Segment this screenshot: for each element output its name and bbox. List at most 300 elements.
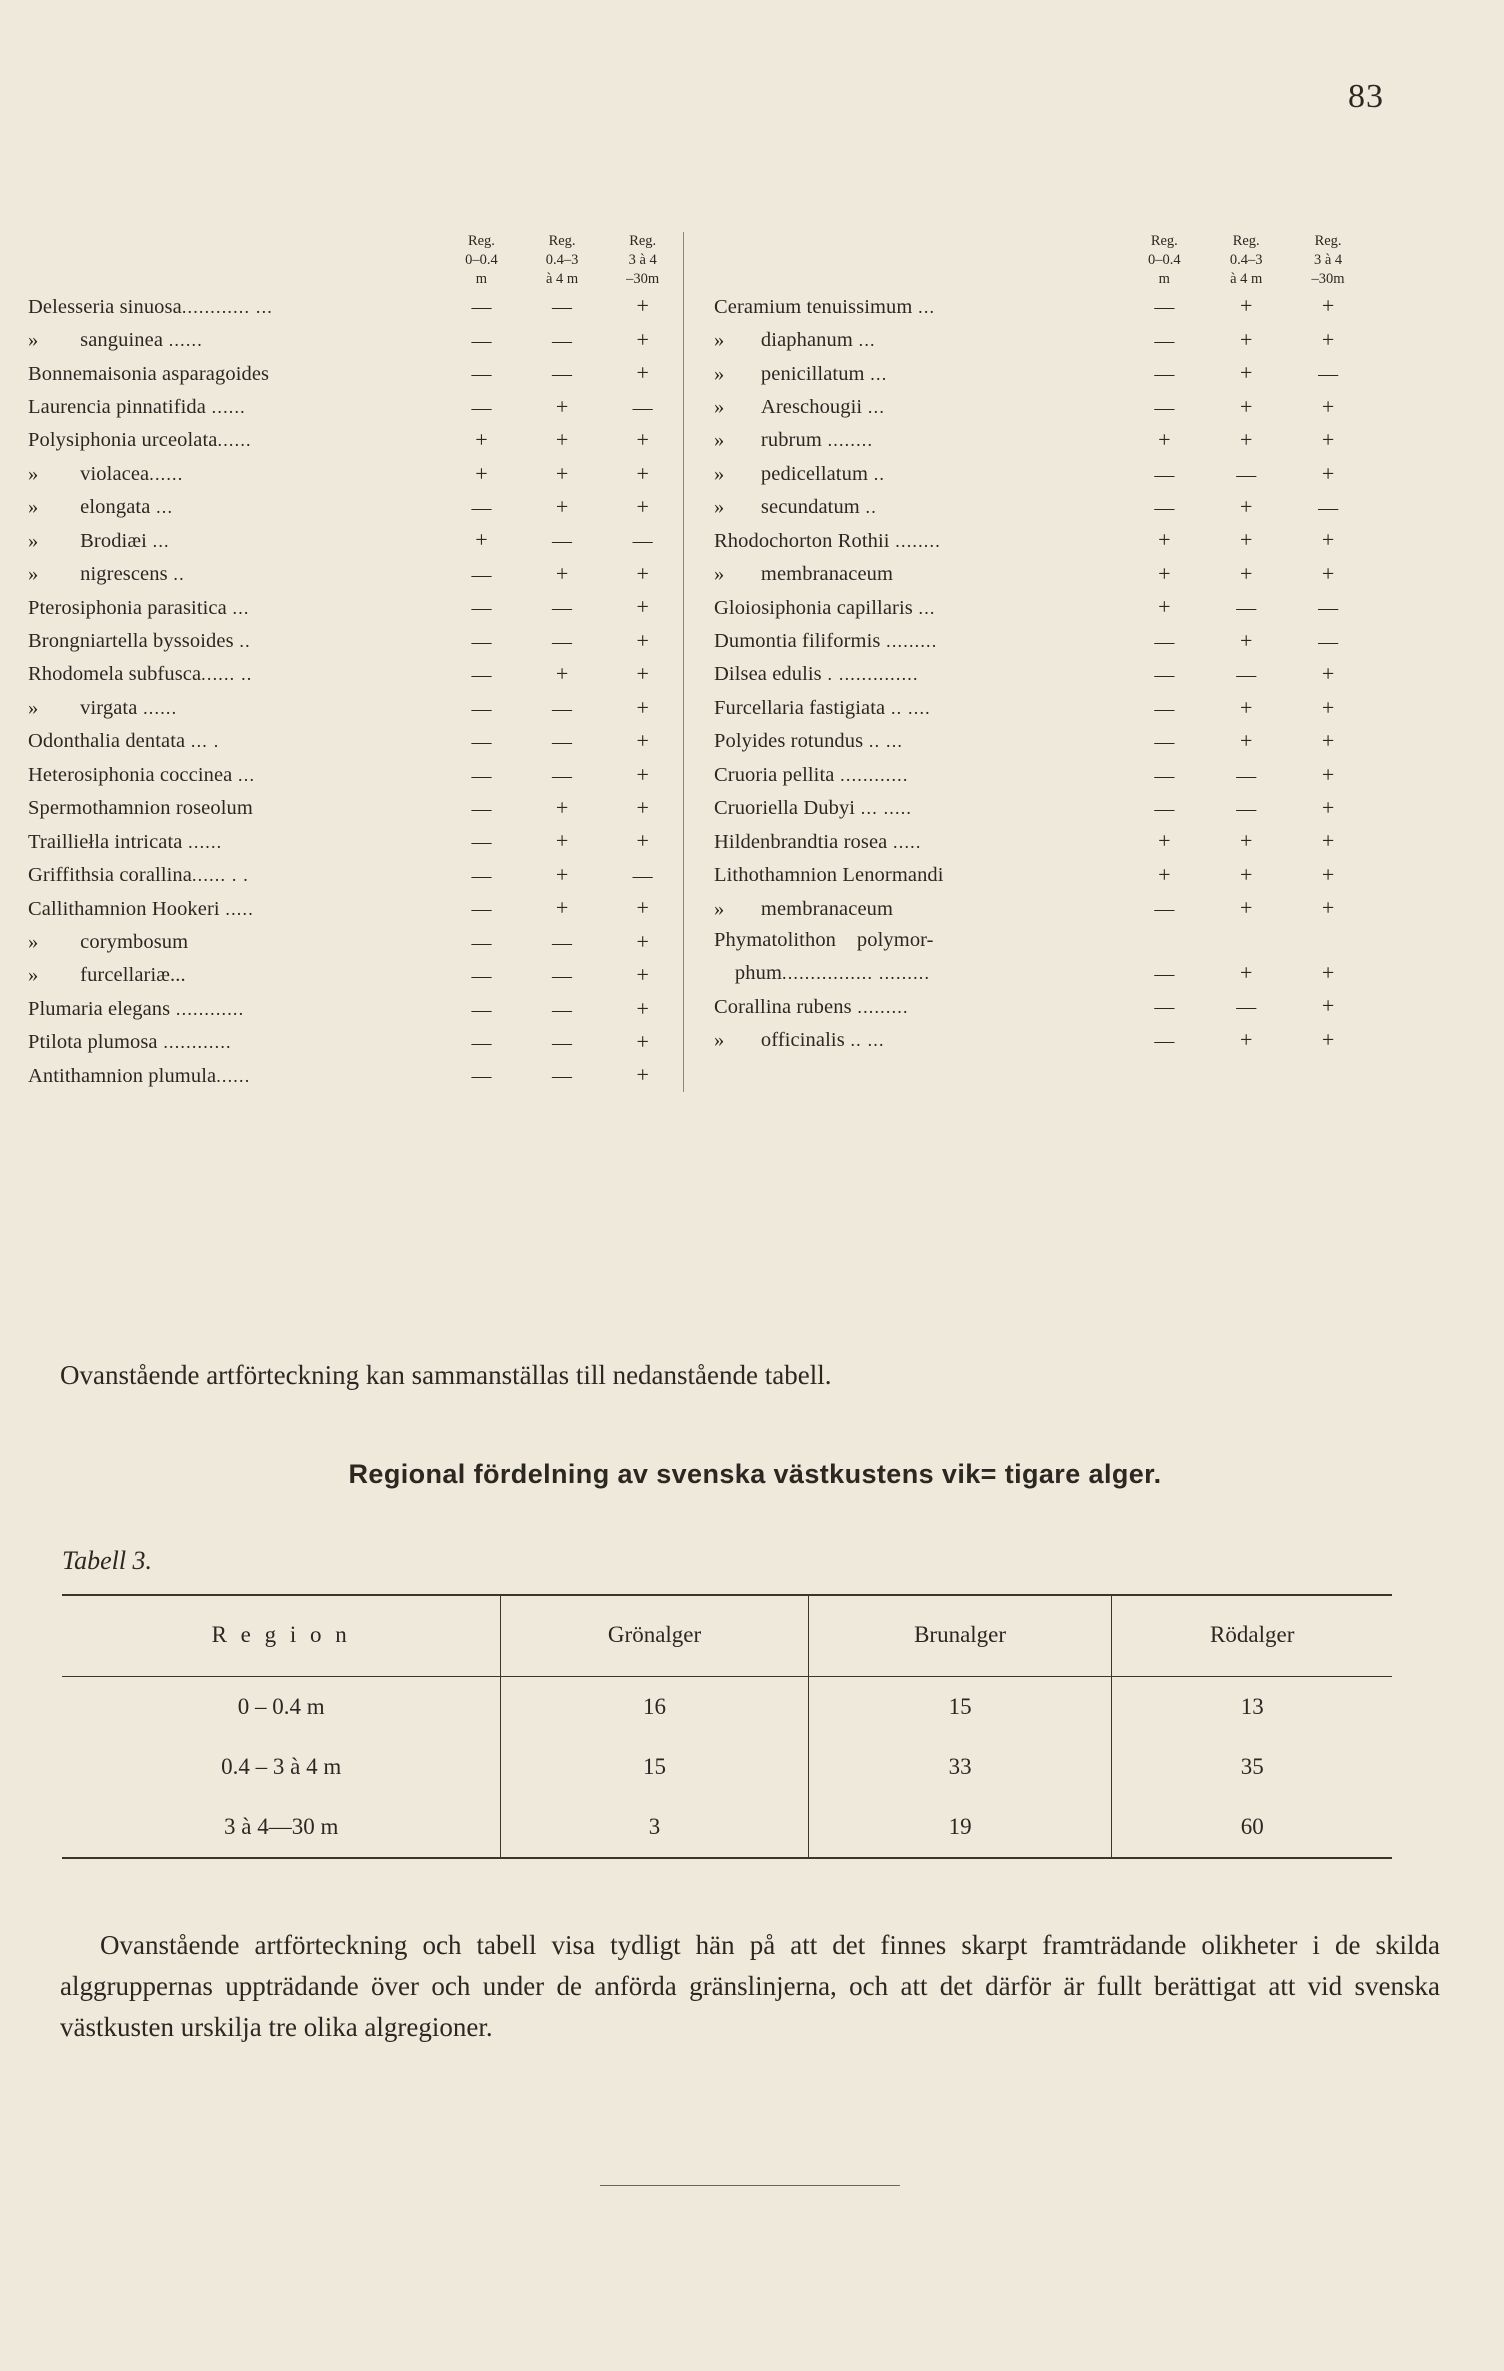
presence-mark: + [555, 661, 569, 687]
dot-leader: .. [233, 631, 251, 652]
presence-mark: + [636, 728, 649, 754]
region-table-wrap [62, 1594, 1392, 1859]
species-name: » Brodiæi ... [28, 529, 170, 552]
presence-mark: + [555, 861, 569, 887]
species-row [714, 925, 1369, 956]
presence-mark: — [552, 1065, 573, 1088]
dot-leader: ... [852, 330, 876, 351]
presence-mark: — [1154, 497, 1175, 520]
presence-mark: + [636, 494, 649, 519]
presence-mark: + [1321, 694, 1335, 720]
dot-leader: ...... [217, 430, 252, 451]
presence-mark: + [1239, 895, 1253, 921]
table-row [62, 1737, 1392, 1797]
presence-mark: + [1321, 993, 1335, 1019]
species-name: Pterosiphonia parasitica ... [28, 596, 250, 619]
presence-mark: — [632, 530, 653, 553]
paragraph-intro: Ovanstående artförteckning kan sammanställas till nedanstående tabell. [60, 1360, 832, 1390]
species-name: Antithamnion plumula...... [28, 1064, 251, 1087]
presence-mark: — [471, 797, 492, 820]
species-row [714, 323, 1369, 356]
presence-mark: + [636, 761, 649, 787]
dot-leader: ... [146, 530, 170, 551]
species-name: Furcellaria fastigiata .. .... [714, 696, 931, 719]
presence-mark: + [555, 560, 569, 586]
dot-leader: ...... . . [191, 865, 249, 886]
presence-mark: — [471, 898, 492, 921]
presence-mark: + [1321, 794, 1335, 820]
species-name: Corallina rubens ......... [714, 995, 909, 1018]
species-row [28, 858, 683, 891]
presence-mark: + [1158, 427, 1171, 453]
species-checklist [22, 232, 1452, 1092]
presence-mark: + [475, 427, 488, 453]
dot-leader: .. ... [863, 731, 904, 752]
species-row [28, 791, 683, 824]
species-name: » membranaceum [714, 897, 894, 920]
region-table-body [62, 1677, 1392, 1859]
presence-mark: — [552, 530, 573, 553]
presence-mark: — [1236, 996, 1257, 1019]
presence-mark: — [1154, 697, 1175, 720]
presence-mark: + [636, 326, 649, 352]
species-name: » penicillatum ... [714, 362, 888, 385]
species-name: Dilsea edulis . .............. [714, 663, 919, 686]
presence-mark: — [552, 597, 573, 620]
header-region-2: Reg. 0.4–3 à 4 m [1229, 233, 1263, 288]
presence-mark: — [1154, 296, 1175, 319]
species-row [714, 356, 1369, 389]
species-name: » elongata ... [28, 496, 174, 519]
presence-mark: + [1239, 828, 1253, 854]
presence-mark: — [1236, 597, 1257, 620]
section-heading: Regional fördelning av svenska västkustens vik= tigare alger. [348, 1459, 1162, 1489]
species-name: » diaphanum ... [714, 329, 876, 352]
species-row [28, 758, 683, 791]
col-header-red: Rödalger [1112, 1595, 1392, 1677]
dot-leader: ..... [887, 831, 922, 852]
species-name: Dumontia filiformis ......... [714, 630, 938, 653]
presence-mark: — [471, 1032, 492, 1055]
species-name: » furcellariæ... [28, 964, 186, 987]
species-row [714, 891, 1369, 924]
presence-mark: + [636, 895, 649, 921]
presence-mark: + [555, 828, 569, 854]
species-name: » virgata ...... [28, 696, 178, 719]
dot-leader: ... [232, 764, 256, 785]
species-name: Rhodomela subfusca...... .. [28, 663, 253, 686]
presence-mark: + [1321, 1026, 1335, 1052]
species-row [714, 423, 1369, 456]
presence-mark: — [632, 864, 653, 887]
presence-mark: — [1154, 731, 1175, 754]
presence-mark: + [1239, 393, 1253, 419]
presence-mark: + [1239, 694, 1253, 720]
dot-leader: ........ [821, 430, 874, 451]
presence-mark: + [1321, 560, 1335, 586]
species-name: Bonnemaisonia asparagoides [28, 362, 270, 385]
presence-mark: + [1321, 728, 1335, 754]
species-row [28, 824, 683, 857]
presence-mark: — [552, 931, 573, 954]
presence-mark: + [555, 460, 569, 486]
region-label: 0.4 – 3 à 4 m [221, 1754, 342, 1779]
species-row [28, 691, 683, 724]
region-value: 3 [501, 1797, 808, 1858]
presence-mark: + [1321, 959, 1335, 985]
region-value: 33 [808, 1737, 1112, 1797]
presence-mark: + [636, 962, 649, 988]
presence-mark: — [471, 597, 492, 620]
dot-leader: ... [912, 597, 936, 618]
species-name: Spermothamnion roseolum [28, 797, 253, 820]
presence-mark: — [552, 1032, 573, 1055]
presence-mark: + [1239, 627, 1253, 653]
species-name: Griffithsia corallina...... . . [28, 864, 249, 887]
species-row [28, 1058, 683, 1091]
species-name: » membranaceum [714, 563, 894, 586]
paragraph-final [60, 1925, 1440, 2048]
dot-leader: ........ [889, 530, 941, 551]
presence-mark: — [471, 563, 492, 586]
species-name: » officinalis .. ... [714, 1029, 885, 1051]
species-row [714, 691, 1369, 724]
species-row [28, 958, 683, 991]
col-header-brown: Brunalger [808, 1595, 1112, 1677]
presence-mark: — [1154, 396, 1175, 419]
presence-mark: + [1239, 959, 1253, 985]
species-row [28, 724, 683, 757]
species-row [28, 490, 683, 523]
paragraph-final-text: Ovanstående artförteckning och tabell visa tydligt hän på att det finnes skarpt framträdande olikheter i de skilda alggruppernas uppträdande över och under de anförda gränslinjerna, och att det därför är fullt berättigat att vid svenska västkusten urskilja tre olika algregioner. [60, 1930, 1440, 2043]
species-name: » rubrum ........ [714, 429, 874, 452]
dot-leader: . .............. [821, 664, 919, 685]
header-region-2: Reg. 0.4–3 à 4 m [545, 233, 579, 288]
species-column-left [22, 232, 683, 1092]
presence-mark: + [475, 460, 488, 486]
presence-mark: + [1239, 861, 1253, 887]
species-name: » corymbosum [28, 930, 189, 953]
presence-mark: + [1321, 895, 1335, 921]
species-row [714, 457, 1369, 490]
region-table-header-row [62, 1595, 1392, 1677]
presence-mark: — [471, 764, 492, 787]
presence-mark: — [552, 329, 573, 352]
dot-leader: ...... .. [201, 664, 253, 685]
presence-mark: + [636, 995, 649, 1021]
region-value: 35 [1112, 1737, 1392, 1797]
presence-mark: + [636, 1029, 649, 1054]
dot-leader: .. .... [885, 697, 931, 718]
presence-mark: + [1239, 728, 1253, 754]
dot-leader: ...... [205, 396, 246, 417]
region-value: 16 [501, 1677, 808, 1738]
species-name: » nigrescens .. [28, 563, 185, 586]
dot-leader: ............ [170, 998, 245, 1019]
presence-mark: + [1321, 828, 1335, 854]
presence-mark: — [1154, 797, 1175, 820]
species-rows-left [28, 289, 683, 1092]
presence-mark: + [1239, 560, 1253, 586]
species-name: Hildenbrandtia rosea ..... [714, 830, 922, 853]
presence-mark: + [1158, 828, 1171, 854]
dot-leader: ... [864, 363, 888, 384]
presence-mark: + [636, 360, 649, 386]
presence-mark: — [1154, 329, 1175, 352]
presence-mark: — [1236, 664, 1257, 687]
region-value: 19 [808, 1797, 1112, 1858]
footer-rule [600, 2185, 900, 2186]
dot-leader: ................ ......... [782, 963, 931, 984]
region-label: 3 à 4—30 m [224, 1814, 339, 1839]
presence-mark: + [636, 694, 649, 720]
species-name: Polysiphonia urceolata...... [28, 429, 252, 452]
species-name: Rhodochorton Rothii ........ [714, 529, 941, 552]
presence-mark: — [1154, 363, 1175, 386]
presence-mark: — [1318, 597, 1339, 620]
header-region-3: Reg. 3 à 4 –30m [1311, 233, 1345, 288]
presence-mark [1287, 925, 1369, 956]
species-row [28, 657, 683, 690]
table-row [62, 1797, 1392, 1858]
species-name: Cruoriella Dubyi ... ..... [714, 797, 913, 820]
region-distribution-table [62, 1594, 1392, 1859]
presence-mark: + [636, 427, 649, 453]
col-header-green: Grönalger [501, 1595, 808, 1677]
species-name: » violacea...... [28, 462, 184, 485]
presence-mark: + [1158, 861, 1171, 887]
species-row [714, 490, 1369, 523]
region-label: 0 – 0.4 m [237, 1694, 325, 1719]
species-name: Cruoria pellita ............ [714, 763, 909, 786]
presence-mark: — [552, 697, 573, 720]
presence-mark: + [1321, 527, 1335, 553]
species-row [28, 289, 683, 322]
presence-mark [1123, 925, 1205, 956]
presence-mark: — [1236, 764, 1257, 787]
presence-mark: — [1154, 764, 1175, 787]
presence-mark: + [555, 794, 569, 820]
presence-mark: — [1154, 898, 1175, 921]
dot-leader: ............ ... [181, 296, 274, 317]
presence-mark: — [1154, 962, 1175, 985]
presence-mark: + [1239, 494, 1253, 519]
presence-mark: + [1321, 326, 1335, 352]
presence-mark: + [1321, 861, 1335, 887]
presence-mark: + [1321, 393, 1335, 419]
species-name: Odonthalia dentata ... . [28, 730, 220, 753]
presence-mark: — [471, 864, 492, 887]
presence-mark: — [471, 329, 492, 352]
presence-mark: — [471, 697, 492, 720]
presence-mark: + [1239, 326, 1253, 352]
species-row [714, 557, 1369, 590]
presence-mark: — [1154, 996, 1175, 1019]
presence-mark: — [552, 764, 573, 787]
presence-mark: — [1154, 630, 1175, 653]
species-row [28, 925, 683, 958]
species-row [28, 390, 683, 423]
dot-leader: .. [859, 497, 877, 518]
dot-leader: ...... [149, 463, 184, 484]
species-table-right [714, 232, 1369, 1056]
dot-leader: ..... [219, 898, 254, 919]
presence-mark: — [471, 630, 492, 653]
region-value: 15 [501, 1737, 808, 1797]
presence-mark: + [1158, 527, 1171, 553]
presence-mark: + [636, 627, 649, 653]
dot-leader: .. [868, 463, 886, 484]
presence-mark: + [636, 928, 649, 954]
species-row [28, 590, 683, 623]
presence-mark: + [1158, 594, 1171, 620]
presence-mark: + [1321, 460, 1335, 486]
presence-mark: — [471, 664, 492, 687]
presence-mark: — [552, 630, 573, 653]
dot-leader: ... [150, 497, 174, 518]
presence-mark: — [1236, 463, 1257, 486]
species-row [28, 523, 683, 556]
page-number: 83 [1348, 78, 1384, 115]
presence-mark: + [555, 427, 569, 453]
species-rows-right [714, 289, 1369, 1056]
presence-mark: — [471, 831, 492, 854]
species-name: Ptilota plumosa ............ [28, 1031, 232, 1054]
species-row [714, 858, 1369, 891]
col-header-region: R e g i o n [62, 1595, 501, 1677]
dot-leader: ......... [880, 631, 938, 652]
header-blank [28, 232, 441, 289]
species-name: Delesseria sinuosa............ ... [28, 295, 274, 318]
presence-mark [1205, 925, 1287, 956]
species-row [714, 824, 1369, 857]
species-name: » secundatum .. [714, 496, 877, 519]
species-row [714, 624, 1369, 657]
species-row [714, 724, 1369, 757]
dot-leader: ...... [216, 1065, 251, 1086]
dot-leader: ............ [834, 764, 909, 785]
species-row [714, 956, 1369, 989]
presence-mark: + [1239, 527, 1253, 553]
presence-mark: — [471, 396, 492, 419]
header-region-1: Reg. 0–0.4 m [1148, 233, 1181, 288]
species-row [714, 590, 1369, 623]
presence-mark: + [636, 293, 649, 319]
presence-mark: + [636, 794, 649, 820]
presence-mark: — [1154, 463, 1175, 486]
species-row [28, 457, 683, 490]
species-name: Polyides rotundus .. ... [714, 730, 904, 753]
presence-mark: — [552, 731, 573, 754]
presence-mark: — [1236, 797, 1257, 820]
presence-mark: + [1321, 293, 1335, 319]
presence-mark: — [1318, 630, 1339, 653]
dot-leader: ... . [185, 731, 220, 752]
presence-mark: — [471, 296, 492, 319]
presence-mark: — [552, 998, 573, 1021]
header-blank [714, 232, 1123, 289]
region-value: 15 [808, 1677, 1112, 1738]
species-name: Laurencia pinnatifida ...... [28, 395, 246, 418]
species-row [28, 323, 683, 356]
species-name: Trailliełla intricata ...... [28, 830, 223, 853]
species-name: » pedicellatum .. [714, 462, 886, 485]
species-row [28, 992, 683, 1025]
species-row [28, 1025, 683, 1058]
table-row [62, 1677, 1392, 1738]
species-name: Gloiosiphonia capillaris ... [714, 596, 936, 619]
presence-mark: + [636, 661, 649, 687]
presence-mark: + [1321, 761, 1335, 787]
presence-mark: + [1239, 293, 1253, 319]
species-name: Callithamnion Hookeri ..... [28, 897, 254, 920]
species-row [28, 356, 683, 389]
species-name: Heterosiphonia coccinea ... [28, 763, 256, 786]
presence-mark: + [475, 527, 488, 553]
dot-leader: ............ [157, 1032, 232, 1053]
species-row [28, 624, 683, 657]
species-name: Plumaria elegans ............ [28, 997, 245, 1020]
dot-leader: ...... [163, 330, 203, 351]
dot-leader: ... [862, 396, 886, 417]
presence-mark: — [1318, 497, 1339, 520]
presence-mark: + [636, 594, 649, 620]
dot-leader: .. ... [844, 1030, 885, 1050]
presence-mark: + [636, 560, 649, 586]
presence-mark: — [552, 363, 573, 386]
presence-mark: + [1239, 360, 1253, 386]
species-name: » sanguinea ...... [28, 329, 203, 352]
species-row [28, 557, 683, 590]
presence-mark: + [1321, 661, 1335, 687]
presence-mark: + [636, 1062, 649, 1088]
dot-leader: ... ..... [855, 798, 913, 819]
presence-mark: + [636, 460, 649, 486]
dot-leader: ......... [851, 996, 909, 1017]
species-row [714, 791, 1369, 824]
presence-mark: — [471, 1065, 492, 1088]
presence-mark: + [1158, 560, 1171, 586]
presence-mark: — [552, 965, 573, 988]
presence-mark: — [632, 396, 653, 419]
dot-leader: ... [912, 296, 936, 317]
presence-mark: — [471, 965, 492, 988]
presence-mark: — [471, 731, 492, 754]
region-value: 13 [1112, 1677, 1392, 1738]
presence-mark: + [555, 494, 569, 519]
species-row [714, 989, 1369, 1022]
presence-mark: + [1239, 1026, 1253, 1052]
table-caption: Tabell 3. [62, 1546, 153, 1575]
presence-mark: + [555, 393, 569, 419]
species-row [28, 423, 683, 456]
presence-mark: — [1154, 1029, 1175, 1052]
presence-mark: + [636, 828, 649, 854]
species-row [28, 891, 683, 924]
presence-mark: + [1321, 427, 1335, 453]
species-name: » Areschougii ... [714, 395, 886, 418]
presence-mark: — [471, 497, 492, 520]
species-name: Phymatolithon polymor- [714, 928, 934, 951]
dot-leader: .. [167, 564, 185, 585]
presence-mark: — [471, 931, 492, 954]
species-row [714, 1023, 1369, 1056]
dot-leader: ...... [182, 831, 223, 852]
species-name: Brongniartella byssoides .. [28, 630, 251, 653]
dot-leader: ...... [137, 697, 178, 718]
table-header-row [714, 232, 1369, 289]
species-name: phum................ ......... [714, 962, 931, 985]
